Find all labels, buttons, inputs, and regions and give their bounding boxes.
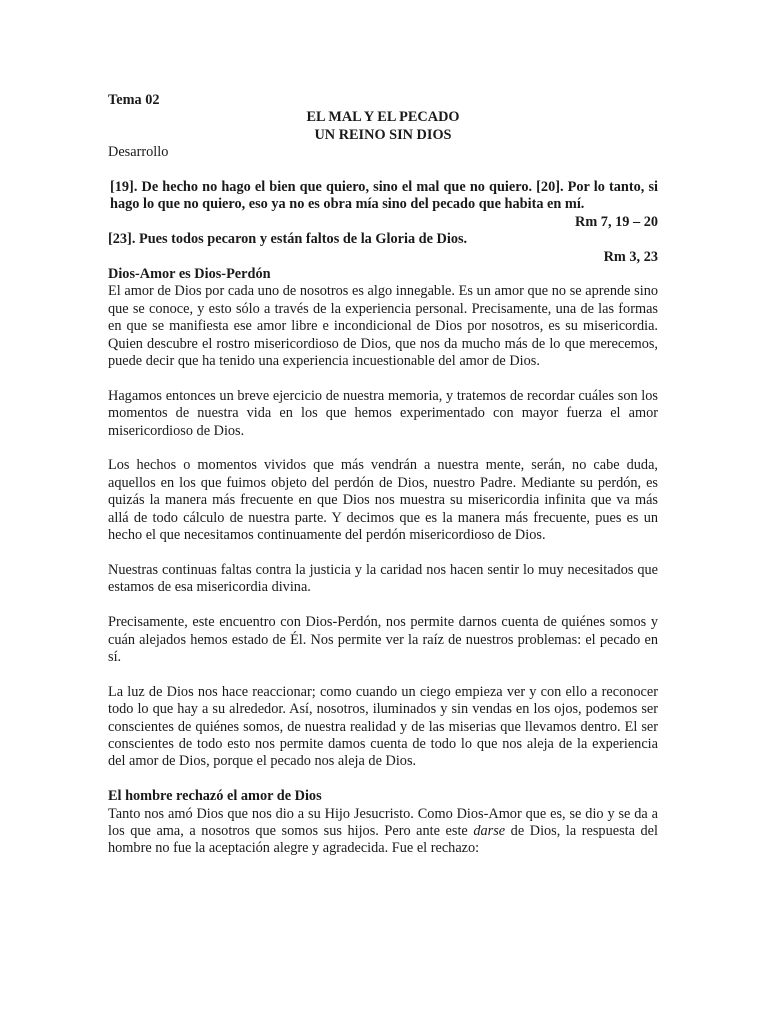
document-page [108, 92, 658, 858]
section-1-heading: Dios-Amor es Dios-Perdón [108, 266, 271, 283]
section-1-paragraph: La luz de Dios nos hace reaccionar; como cuando un ciego empieza ver y con ello a reconocer todo lo que hay a su alrededor. Así, nosotros, iluminados y sin vendas en los ojos, podemos ser conscientes de quiénes somos, de nuestra realidad y de las miserias que llevamos dentro. El ser conscientes de todo esto nos permite damos cuenta de todo lo que nos aleja de la experiencia del amor de Dios, porque el pecado nos aleja de Dios. [108, 683, 658, 770]
section-1-paragraph: El amor de Dios por cada uno de nosotros es algo innegable. Es un amor que no se aprende sino que se conoce, y esto sólo a través de la experiencia personal. Precisamente, una de las formas en que se manifiesta ese amor libre e incondicional de Dios por nosotros, es su misericordia. Quien descubre el rostro misericordioso de Dios, que nos da mucho más de lo que merecemos, puede decir que ha tenido una experiencia incuestionable del amor de Dios. [108, 283, 658, 370]
subtitle: Desarrollo [108, 144, 169, 161]
section-1-paragraph: Precisamente, este encuentro con Dios-Perdón, nos permite darnos cuenta de quiénes somos y cuán alejados hemos estado de Él. Nos permite ver la raíz de nuestros problemas: el pecado en sí. [108, 614, 658, 665]
section-1-paragraph: Hagamos entonces un breve ejercicio de nuestra memoria, y tratemos de recordar cuáles son los momentos de nuestra vida en los que hemos experimentado con mayor fuerza el amor misericordioso de Dios. [108, 387, 658, 439]
quote-1-text: [19]. De hecho no hago el bien que quiero, sino el mal que no quiero. [20]. Por lo tanto, si hago lo que no quiero, eso ya no es obra mía sino del pecado que habita en mí. [110, 179, 658, 213]
section-2-paragraph [108, 806, 658, 858]
quote-1-reference: Rm 7, 19 – 20 [575, 213, 658, 230]
section-2-italic-word: darse [473, 822, 506, 839]
quote-2-reference: Rm 3, 23 [603, 248, 658, 265]
section-2-text-start: Tanto nos amó Dios que nos dio a su Hijo Jesucristo. Como Dios-Amor que es, se dio y se da a los que ama, a nosotros que somos sus hijos. Pero ante este [108, 805, 658, 839]
tema-label: Tema 02 [108, 92, 160, 108]
quote-2-text: [23]. Pues todos pecaron y están faltos de la Gloria de Dios. [108, 231, 468, 248]
section-2-heading: El hombre rechazó el amor de Dios [108, 788, 322, 805]
title-line-1: EL MAL Y EL PECADO [306, 109, 460, 126]
title-line-2: UN REINO SIN DIOS [314, 126, 452, 143]
section-2-text-end: de Dios, la respuesta del hombre no fue la aceptación alegre y agradecida. Fue el rechazo: [108, 822, 658, 857]
section-1-paragraph: Los hechos o momentos vividos que más vendrán a nuestra mente, serán, no cabe duda, aquellos en los que fuimos objeto del perdón de Dios, nuestro Padre. Mediante su perdón, es quizás la manera más frecuente en que Dios nos muestra su misericordia infinita que va más allá de todo cálculo de nuestra parte. Y decimos que es la manera más frecuente, pues es un hecho el que necesitamos continuamente del perdón misericordioso de Dios. [108, 457, 658, 544]
section-1-paragraph: Nuestras continuas faltas contra la justicia y la caridad nos hacen sentir lo muy necesitados que estamos de esa misericordia divina. [108, 561, 658, 596]
